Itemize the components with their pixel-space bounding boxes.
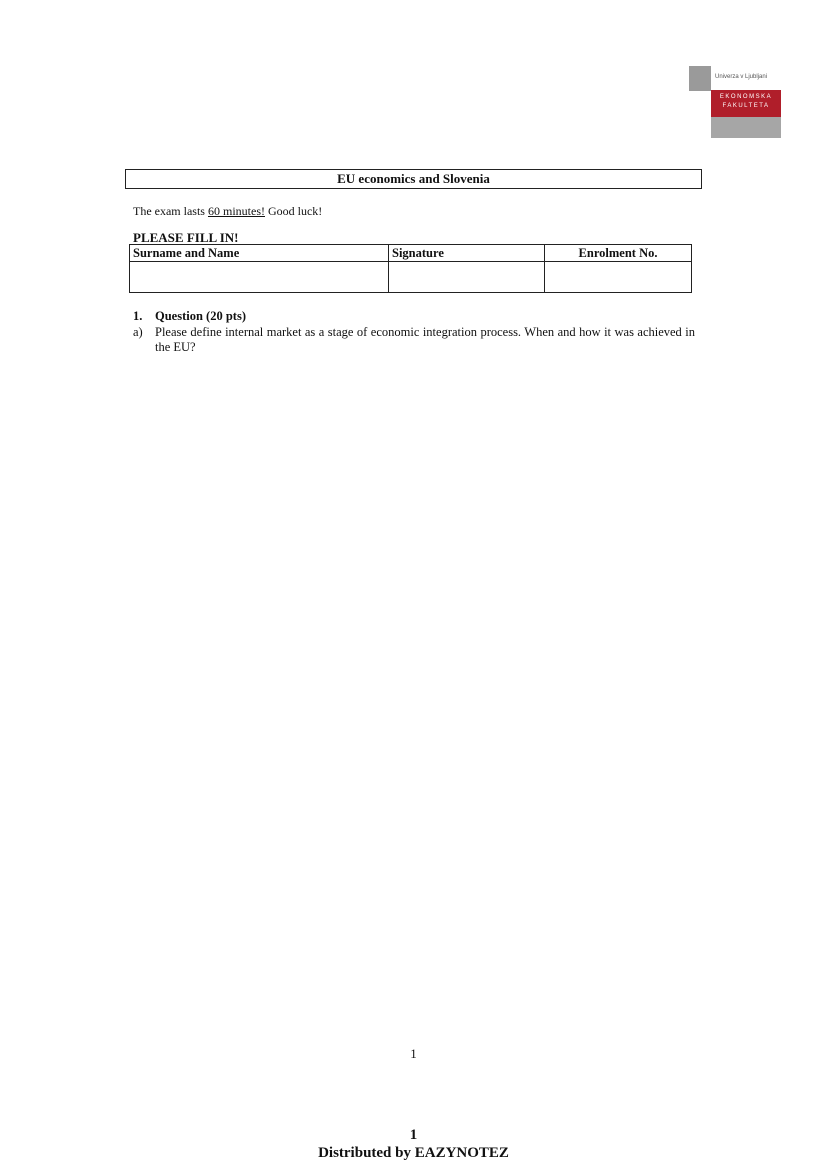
fill-in-label: PLEASE FILL IN! [133,230,239,245]
header-enrolment-no: Enrolment No. [545,245,692,262]
intro-duration: 60 minutes! [207,204,265,218]
signature-cell[interactable] [389,262,545,293]
question-heading [133,309,246,324]
header-surname-name: Surname and Name [130,245,389,262]
logo-square [689,66,711,91]
question-part-a [133,325,695,355]
header-signature: Signature [389,245,545,262]
logo-grey-block [711,117,781,138]
enrolment-no-cell[interactable] [545,262,692,293]
logo-university: Univerza v Ljubljani [715,74,768,80]
question-number: 1. [133,309,143,323]
part-text: Please define internal market as a stage of economic integration process. When and how it was achieved in the EU? [155,325,695,354]
page-number: 1 [410,1046,417,1061]
logo-faculty-line1: EKONOMSKA [719,94,773,100]
faculty-logo [689,66,781,138]
question-title: Question (20 pts) [155,309,246,323]
footer-number: 1 [409,1127,418,1143]
logo-faculty-line2: FAKULTETA [722,103,770,109]
footer-distributed: Distributed by EAZYNOTEZ [318,1145,509,1161]
exam-title: EU economics and Slovenia [125,169,702,189]
student-info-table [129,244,692,293]
part-label: a) [133,325,143,339]
table-input-row [130,262,692,293]
logo-red-block [711,90,781,117]
intro-before: The exam lasts [133,204,208,218]
table-header-row [130,245,692,262]
surname-name-cell[interactable] [130,262,389,293]
intro-after: Good luck! [264,204,323,218]
exam-intro [133,204,322,219]
